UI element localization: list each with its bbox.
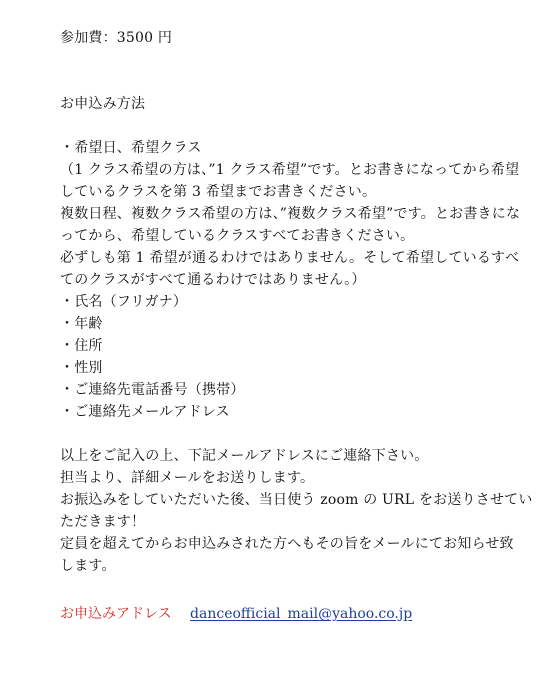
note-line: 担当より、詳細メールをお送りします。 <box>60 470 315 486</box>
field-item: ・ご連絡先電話番号（携帯） <box>60 382 245 398</box>
field-item: ・性別 <box>60 360 103 376</box>
instruction-line: （1 クラス希望の方は、”1 クラス希望”です。とお書きになってから希望 <box>60 162 520 178</box>
instruction-line: 必ずしも第 1 希望が通るわけではありません。そして希望しているすべ <box>60 250 520 266</box>
instruction-line: しているクラスを第 3 希望までお書きください。 <box>60 184 377 200</box>
instructions-block <box>60 137 520 291</box>
email-link[interactable]: danceofficial_mail@yahoo.co.jp <box>190 606 413 622</box>
instruction-line: ・希望日、希望クラス <box>60 140 202 156</box>
instruction-line: 複数日程、複数クラス希望の方は、”複数クラス希望”です。とお書きにな <box>60 206 521 222</box>
note-line: します。 <box>60 558 116 574</box>
field-item: ・年齢 <box>60 316 103 332</box>
application-address-row <box>60 603 412 625</box>
fields-list <box>60 291 520 423</box>
field-item: ・氏名（フリガナ） <box>60 294 188 310</box>
note-line: お振込みをしていただいた後、当日使う zoom の URL をお送りさせてい <box>60 492 533 508</box>
field-item: ・ご連絡先メールアドレス <box>60 404 230 420</box>
note-line: 以上をご記入の上、下記メールアドレスにご連絡下さい。 <box>60 448 429 464</box>
fee-text: 参加費：3500 円 <box>60 30 173 46</box>
document-body <box>60 27 533 577</box>
note-line: 定員を超えてからお申込みされた方へもその旨をメールにてお知らせ致 <box>60 536 514 552</box>
field-item: ・住所 <box>60 338 103 354</box>
instruction-line: てのクラスがすべて通るわけではありません。） <box>60 272 366 288</box>
howto-title: お申込み方法 <box>60 96 146 112</box>
note-line: ただきます！ <box>60 514 146 530</box>
notes-block <box>60 445 533 577</box>
instruction-line: ってから、希望しているクラスすべてお書きください。 <box>60 228 415 244</box>
address-label: お申込みアドレス <box>60 606 172 622</box>
